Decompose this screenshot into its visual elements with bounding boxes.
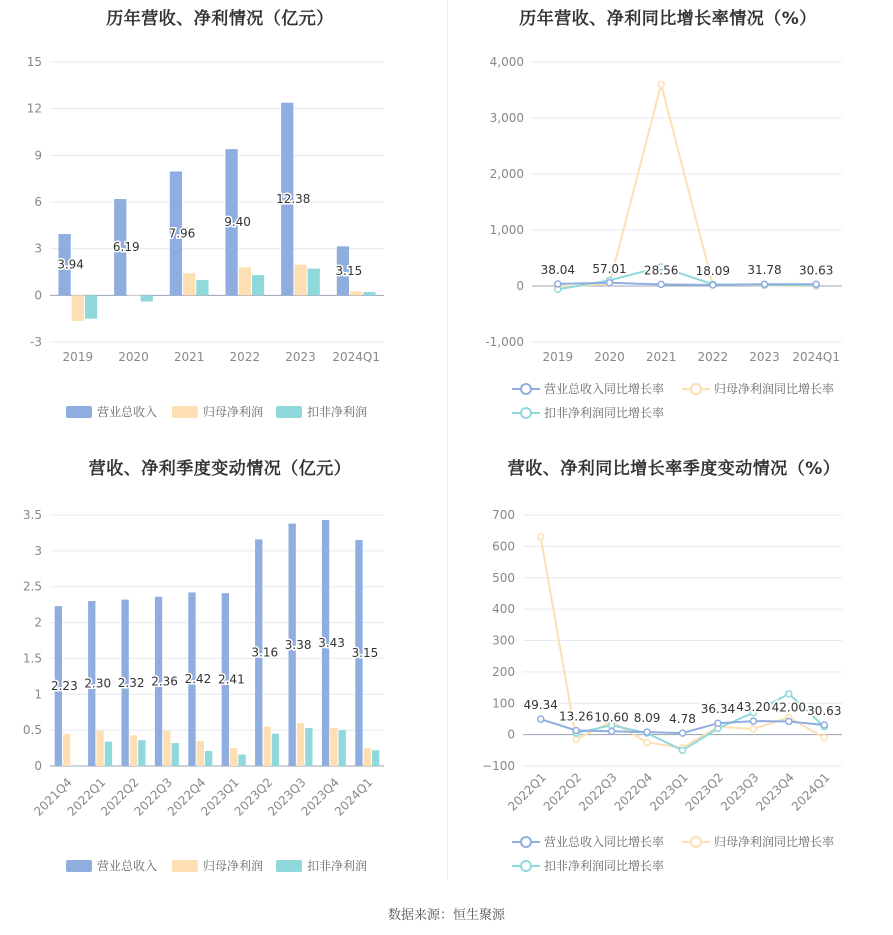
y-tick-label: -3 — [30, 335, 42, 349]
x-tick-label: 2023Q3 — [717, 770, 762, 814]
data-point — [680, 747, 686, 753]
x-tick-label: 2022Q4 — [611, 770, 656, 814]
data-label: 2.42 — [184, 672, 212, 687]
data-label: 12.38 — [276, 192, 311, 207]
data-label: 2.32 — [117, 675, 145, 690]
bar-deducted-profit — [105, 742, 112, 766]
bar-net-profit — [230, 748, 237, 766]
legend-line-icon — [512, 860, 540, 872]
y-tick-label: 0.5 — [22, 723, 42, 738]
legend-swatch-icon — [172, 406, 198, 418]
data-point — [555, 281, 561, 287]
data-point — [762, 281, 768, 287]
y-tick-label: −100 — [482, 759, 515, 773]
quarterly-revenue-profit-panel — [0, 450, 440, 890]
legend-swatch-icon — [276, 406, 302, 418]
annual-growth-chart — [448, 0, 888, 440]
data-label: 42.00 — [771, 700, 807, 715]
bar-deducted-profit — [196, 280, 208, 295]
x-tick-label: 2019 — [542, 350, 574, 364]
y-tick-label: 2.5 — [22, 579, 42, 594]
data-label: 2.41 — [217, 672, 245, 687]
x-tick-label: 2022Q1 — [505, 770, 549, 814]
legend-revenue-growth[interactable]: 营业总收入同比增长率 — [512, 380, 664, 397]
legend-net-profit[interactable]: 归母净利润 — [172, 857, 263, 874]
bar-deducted-profit — [138, 740, 145, 766]
x-tick-label: 2023Q4 — [298, 775, 343, 819]
legend-swatch-icon — [66, 406, 92, 418]
legend-line-icon — [512, 407, 540, 419]
quarterly-growth-panel — [448, 450, 888, 890]
data-label: 8.09 — [633, 711, 661, 726]
data-point — [750, 718, 756, 724]
bar-net-profit — [72, 295, 84, 321]
x-tick-label: 2022Q2 — [98, 775, 142, 819]
x-tick-label: 2022 — [697, 350, 729, 364]
data-label: 31.78 — [747, 263, 782, 278]
legend-deducted-growth[interactable]: 扣非净利润同比增长率 — [512, 404, 664, 421]
bar-net-profit — [197, 741, 204, 766]
data-point — [750, 726, 756, 732]
legend-line-icon — [512, 836, 540, 848]
data-label: 18.09 — [695, 263, 731, 278]
bar-deducted-profit — [141, 295, 153, 301]
data-label: 3.38 — [284, 637, 312, 652]
x-tick-label: 2022Q3 — [576, 770, 620, 814]
legend-line-icon — [512, 383, 540, 395]
legend-net-profit[interactable]: 归母净利润 — [172, 403, 263, 420]
bar-deducted-profit — [71, 766, 78, 767]
bar-net-profit — [163, 731, 170, 766]
x-tick-label: 2024Q1 — [331, 775, 376, 819]
data-point — [821, 722, 827, 728]
y-tick-label: 0 — [34, 288, 42, 303]
x-tick-label: 2023 — [285, 350, 316, 364]
data-point — [786, 691, 792, 697]
x-tick-label: 2022Q1 — [64, 775, 109, 819]
data-point — [710, 282, 716, 288]
bar-net-profit — [130, 735, 137, 766]
data-label: 2.36 — [151, 674, 178, 689]
x-tick-label: 2022Q3 — [131, 775, 176, 819]
bar-deducted-profit — [85, 295, 97, 318]
x-tick-label: 2022Q4 — [164, 775, 209, 819]
y-tick-label: 3 — [34, 241, 42, 256]
legend-revenue-growth[interactable]: 营业总收入同比增长率 — [512, 833, 664, 850]
data-label: 13.26 — [558, 709, 594, 724]
data-label: 2.30 — [84, 676, 112, 691]
data-label: 36.34 — [700, 702, 736, 717]
data-label: 57.01 — [592, 261, 627, 276]
bar-deducted-profit — [363, 292, 375, 295]
y-tick-label: 400 — [492, 602, 515, 617]
y-tick-label: 700 — [492, 508, 515, 522]
data-point — [607, 280, 613, 286]
bar-net-profit — [294, 265, 306, 296]
chart-title: 历年营收、净利同比增长率情况（%） — [519, 9, 817, 29]
y-tick-label: 4,000 — [489, 55, 524, 69]
y-tick-label: 300 — [492, 633, 515, 648]
data-point — [821, 735, 827, 741]
data-label: 28.56 — [643, 263, 679, 278]
legend-net-growth[interactable]: 归母净利润同比增长率 — [682, 380, 834, 397]
data-label: 3.15 — [351, 646, 379, 661]
bar-deducted-profit — [308, 269, 320, 296]
x-tick-label: 2019 — [62, 350, 94, 364]
x-tick-label: 2024Q1 — [332, 350, 380, 364]
chart-title: 历年营收、净利情况（亿元） — [106, 9, 334, 29]
legend-net-growth[interactable]: 归母净利润同比增长率 — [682, 833, 834, 850]
y-tick-label: 200 — [492, 664, 515, 679]
annual-revenue-profit-panel — [0, 0, 440, 440]
bar-net-profit — [330, 728, 337, 766]
x-tick-label: 2020 — [594, 350, 625, 364]
x-tick-label: 2023Q4 — [753, 770, 797, 814]
data-label: 49.34 — [523, 698, 558, 713]
bar-net-profit — [350, 291, 362, 295]
data-source-note: 数据来源：恒生聚源 — [387, 908, 505, 923]
data-label: 3.15 — [335, 263, 363, 278]
y-tick-label: 12 — [26, 101, 42, 116]
data-label: 4.78 — [669, 712, 696, 727]
x-tick-label: 2023Q1 — [198, 775, 242, 819]
y-tick-label: 6 — [34, 195, 42, 209]
data-point — [658, 281, 664, 287]
y-tick-label: 3.5 — [22, 508, 42, 522]
chart-title: 营收、净利季度变动情况（亿元） — [88, 459, 352, 479]
bar-deducted-profit — [339, 730, 346, 766]
x-tick-label: 2021 — [645, 350, 677, 364]
bar-deducted-profit — [252, 275, 264, 295]
y-tick-label: 0 — [34, 759, 42, 773]
y-tick-label: 3,000 — [489, 111, 524, 125]
data-label: 10.60 — [594, 710, 629, 725]
annual-revenue-profit-chart — [0, 0, 440, 440]
legend-swatch-icon — [276, 860, 302, 872]
data-point — [609, 728, 615, 734]
bar-net-profit — [263, 727, 270, 766]
data-label: 6.19 — [112, 240, 140, 255]
bar-net-profit — [297, 723, 304, 766]
x-tick-label: 2024Q1 — [792, 350, 840, 364]
bar-net-profit — [63, 734, 70, 766]
legend-line-icon — [682, 383, 710, 395]
data-label: 2.23 — [50, 679, 78, 694]
data-label: 9.40 — [224, 215, 251, 230]
legend-revenue[interactable]: 营业总收入 — [66, 403, 157, 420]
data-point — [813, 281, 819, 287]
bar-deducted-profit — [205, 751, 212, 766]
data-point — [658, 81, 664, 87]
bar-deducted-profit — [238, 755, 245, 766]
quarterly-growth-chart — [448, 450, 888, 890]
y-tick-label: 1 — [34, 687, 42, 702]
data-point — [573, 736, 579, 742]
bar-net-profit — [239, 267, 251, 295]
y-tick-label: 0 — [507, 727, 515, 742]
series-line-net-growth — [558, 84, 816, 287]
y-tick-label: 600 — [492, 539, 515, 554]
bar-deducted-profit — [372, 750, 379, 766]
y-tick-label: 9 — [34, 148, 42, 163]
data-label: 3.94 — [57, 257, 84, 272]
legend-swatch-icon — [66, 860, 92, 872]
data-point — [715, 720, 721, 726]
y-tick-label: 1.5 — [22, 651, 42, 666]
y-tick-label: 500 — [492, 570, 515, 585]
x-tick-label: 2023Q2 — [682, 770, 727, 814]
bar-net-profit — [183, 273, 195, 295]
y-tick-label: 2 — [34, 615, 42, 630]
x-tick-label: 2022Q2 — [540, 770, 585, 814]
data-point — [680, 730, 686, 736]
x-tick-label: 2023Q2 — [231, 775, 276, 819]
data-point — [786, 718, 792, 724]
legend-deducted-growth[interactable]: 扣非净利润同比增长率 — [512, 857, 664, 874]
data-point — [573, 727, 579, 733]
legend-deducted-profit[interactable]: 扣非净利润 — [276, 857, 367, 874]
data-point — [644, 739, 650, 745]
x-tick-label: 2021 — [173, 350, 205, 364]
y-tick-label: 3 — [34, 543, 42, 558]
bar-deducted-profit — [305, 728, 312, 766]
legend-swatch-icon — [172, 860, 198, 872]
y-tick-label: 2,000 — [489, 167, 524, 181]
legend-deducted-profit[interactable]: 扣非净利润 — [276, 403, 367, 420]
data-label: 7.96 — [168, 226, 196, 241]
data-point — [538, 534, 544, 540]
x-tick-label: 2022 — [229, 350, 261, 364]
data-point — [644, 729, 650, 735]
data-label: 30.63 — [798, 263, 834, 278]
bar-net-profit — [96, 731, 103, 766]
chart-title: 营收、净利同比增长率季度变动情况（%） — [507, 459, 841, 479]
y-tick-label: 0 — [516, 279, 524, 293]
data-label: 43.20 — [736, 700, 771, 715]
y-tick-label: 15 — [26, 55, 42, 69]
x-tick-label: 2023 — [749, 350, 780, 364]
bar-deducted-profit — [172, 743, 179, 766]
data-point — [538, 716, 544, 722]
data-label: 3.16 — [251, 645, 279, 660]
data-label: 3.43 — [318, 636, 345, 651]
y-tick-label: 1,000 — [489, 223, 524, 237]
y-tick-label: -1,000 — [485, 335, 524, 349]
x-tick-label: 2021Q4 — [31, 775, 75, 819]
bar-net-profit — [364, 748, 371, 766]
bar-deducted-profit — [272, 734, 279, 766]
x-tick-label: 2023Q1 — [647, 770, 691, 814]
annual-growth-panel — [448, 0, 888, 440]
bar-net-profit — [127, 295, 139, 296]
data-label: 30.63 — [807, 704, 842, 719]
x-tick-label: 2023Q3 — [265, 775, 309, 819]
x-tick-label: 2020 — [118, 350, 149, 364]
quarterly-revenue-profit-chart — [0, 450, 440, 890]
legend-revenue[interactable]: 营业总收入 — [66, 857, 157, 874]
x-tick-label: 2024Q1 — [788, 770, 833, 814]
y-tick-label: 100 — [492, 696, 515, 711]
legend-line-icon — [682, 836, 710, 848]
data-label: 38.04 — [540, 262, 576, 277]
